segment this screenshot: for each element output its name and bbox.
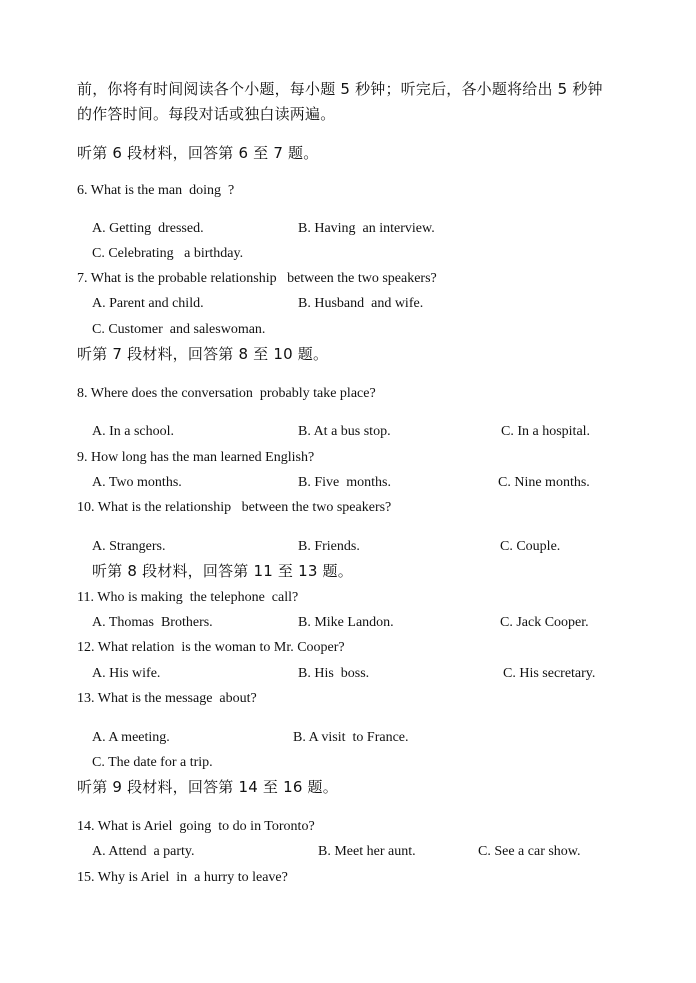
- question-8-stem: 8. Where does the conversation probably take place?: [77, 386, 376, 401]
- question-9-stem: 9. How long has the man learned English?: [77, 450, 315, 465]
- question-11-option-c: C. Jack Cooper.: [500, 615, 589, 630]
- question-10-stem: 10. What is the relationship between the two speakers?: [77, 500, 392, 515]
- question-14-option-b: B. Meet her aunt.: [318, 844, 416, 859]
- question-11-option-b: B. Mike Landon.: [298, 615, 394, 630]
- question-10-option-c: C. Couple.: [500, 539, 561, 554]
- question-10-option-a: A. Strangers.: [92, 539, 166, 554]
- question-12-option-b: B. His boss.: [298, 666, 370, 681]
- intro-line-1: 前，你将有时间阅读各个小题，每小题 5 秒钟；听完后，各小题将给出 5 秒钟: [77, 80, 603, 98]
- question-14-option-c: C. See a car show.: [478, 844, 581, 859]
- question-13-stem: 13. What is the message about?: [77, 691, 257, 706]
- section-header-7: 听第 7 段材料，回答第 8 至 10 题。: [77, 345, 329, 363]
- question-12-option-c: C. His secretary.: [503, 666, 596, 681]
- question-6-option-c: C. Celebrating a birthday.: [92, 246, 244, 261]
- question-10-option-b: B. Friends.: [298, 539, 360, 554]
- question-7-option-b: B. Husband and wife.: [298, 296, 424, 311]
- question-7-option-a: A. Parent and child.: [92, 296, 204, 311]
- question-13-option-b: B. A visit to France.: [293, 730, 409, 745]
- question-8-option-b: B. At a bus stop.: [298, 424, 391, 439]
- question-6-option-b: B. Having an interview.: [298, 221, 435, 236]
- question-14-stem: 14. What is Ariel going to do in Toronto?: [77, 819, 315, 834]
- question-11-option-a: A. Thomas Brothers.: [92, 615, 213, 630]
- question-11-stem: 11. Who is making the telephone call?: [77, 590, 299, 605]
- question-14-option-a: A. Attend a party.: [92, 844, 195, 859]
- question-6-option-a: A. Getting dressed.: [92, 221, 204, 236]
- question-9-option-c: C. Nine months.: [498, 475, 590, 490]
- intro-line-2: 的作答时间。每段对话或独白读两遍。: [77, 105, 336, 123]
- question-8-option-c: C. In a hospital.: [501, 424, 591, 439]
- question-8-option-a: A. In a school.: [92, 424, 175, 439]
- question-12-option-a: A. His wife.: [92, 666, 161, 681]
- question-12-stem: 12. What relation is the woman to Mr. Cooper?: [77, 640, 345, 655]
- question-9-option-b: B. Five months.: [298, 475, 391, 490]
- section-header-8: 听第 8 段材料，回答第 11 至 13 题。: [92, 562, 353, 580]
- question-9-option-a: A. Two months.: [92, 475, 182, 490]
- question-13-option-c: C. The date for a trip.: [92, 755, 213, 770]
- section-header-9: 听第 9 段材料，回答第 14 至 16 题。: [77, 778, 338, 796]
- question-15-stem: 15. Why is Ariel in a hurry to leave?: [77, 870, 288, 885]
- question-7-option-c: C. Customer and saleswoman.: [92, 322, 266, 337]
- question-13-option-a: A. A meeting.: [92, 730, 170, 745]
- section-header-6: 听第 6 段材料，回答第 6 至 7 题。: [77, 144, 319, 162]
- question-7-stem: 7. What is the probable relationship between the two speakers?: [77, 271, 437, 286]
- question-6-stem: 6. What is the man doing ?: [77, 183, 235, 198]
